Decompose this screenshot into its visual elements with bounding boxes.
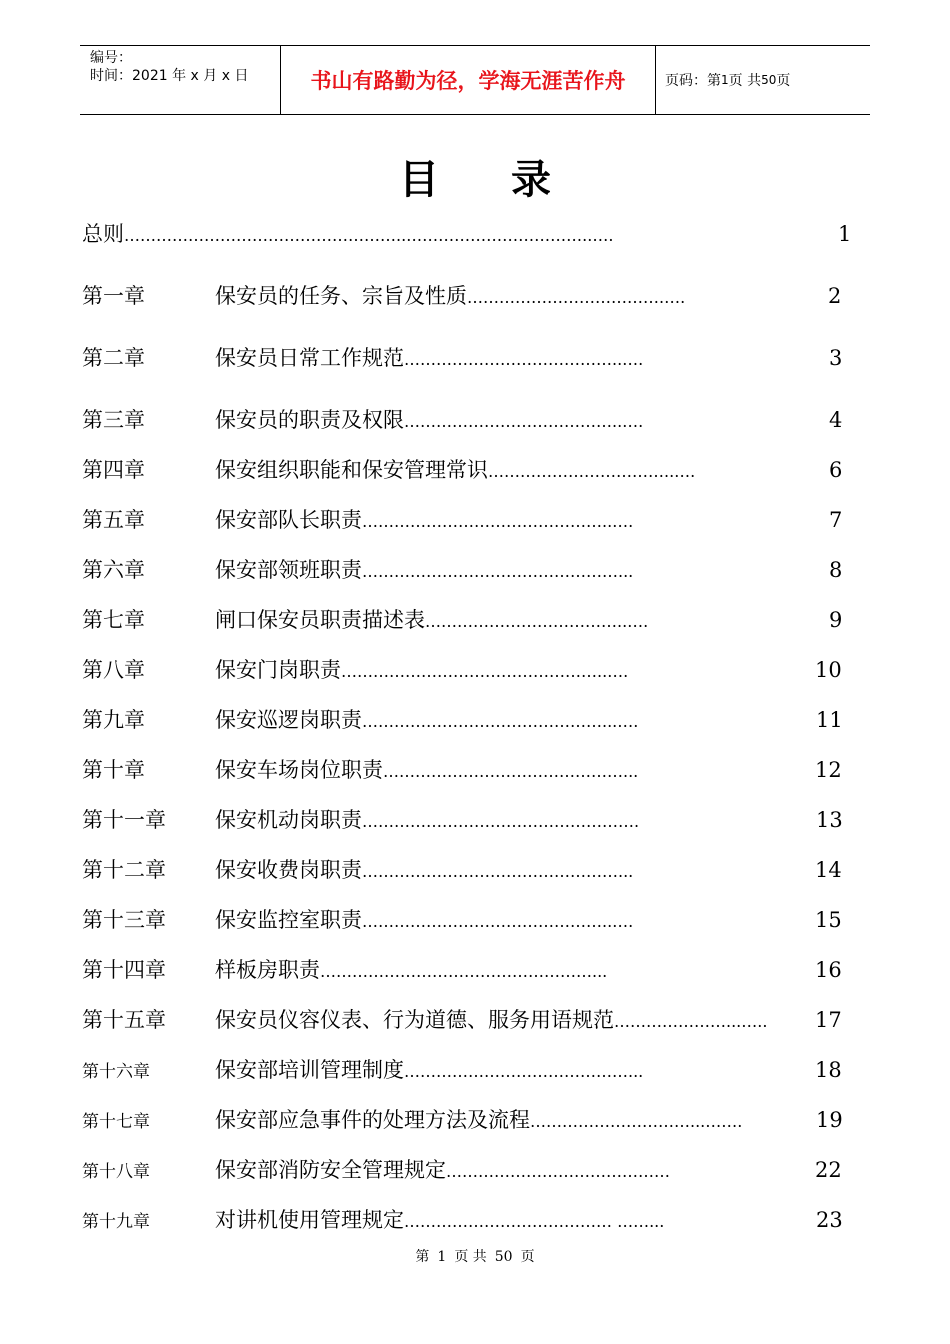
toc-entry [82, 404, 842, 434]
toc-page-number: 22 [815, 1158, 842, 1182]
toc-entry [82, 904, 842, 934]
toc-title: 保安员仪容仪表、行为道德、服务用语规范 [215, 1008, 614, 1032]
toc-leader-dots: ……………………………………………..……………………………..…. [124, 226, 614, 245]
toc-chapter: 总则 [82, 222, 124, 246]
toc-chapter: 第十二章 [82, 858, 166, 882]
toc-title: 保安部培训管理制度 [215, 1058, 404, 1082]
toc-page-number: 10 [815, 658, 842, 682]
toc-leader-dots: …………………...….. [614, 1012, 768, 1031]
toc-title: 保安监控室职责 [215, 908, 362, 932]
toc-entry [82, 504, 842, 534]
toc-page-number: 16 [815, 958, 842, 982]
toc-leader-dots: ……………………………….…. [467, 288, 686, 307]
title-char-right: 录 [511, 156, 551, 203]
toc-title: 保安员的任务、宗旨及性质 [215, 284, 467, 308]
toc-chapter: 第二章 [82, 346, 145, 370]
toc-title: 样板房职责 [215, 958, 320, 982]
toc-entry [82, 280, 841, 310]
toc-chapter: 第一章 [82, 284, 145, 308]
toc-title: 保安机动岗职责 [215, 808, 362, 832]
toc-chapter: 第十一章 [82, 808, 166, 832]
toc-page-number: 8 [829, 558, 843, 582]
toc-chapter: 第八章 [82, 658, 145, 682]
toc-chapter: 第十五章 [82, 1008, 166, 1032]
toc-page-number: 23 [816, 1208, 843, 1232]
toc-chapter: 第十六章 [82, 1062, 150, 1082]
toc-page-number: 3 [829, 346, 843, 370]
toc-entry [82, 754, 842, 784]
toc-entry [82, 1004, 842, 1034]
toc-chapter: 第十四章 [82, 958, 166, 982]
toc-entry [82, 654, 842, 684]
toc-title: 保安部领班职责 [215, 558, 362, 582]
footer-page: 1 [437, 1249, 447, 1265]
toc-chapter: 第十三章 [82, 908, 166, 932]
toc-page-number: 4 [829, 408, 843, 432]
toc-page-number: 17 [815, 1008, 842, 1032]
toc-leader-dots: ………………………………..…. [425, 612, 649, 631]
header-page-mid: 页 共 [728, 73, 762, 89]
toc-leader-dots: ……………………………………………. [362, 812, 640, 831]
toc-leader-dots: ………………………………………... [383, 762, 639, 781]
header-page-number: 1 [721, 73, 729, 87]
toc-chapter: 第九章 [82, 708, 145, 732]
toc-leader-dots: ……………………………..…. [488, 462, 696, 481]
page-title [0, 148, 950, 205]
page-footer [0, 1246, 950, 1266]
toc-page-number: 11 [816, 708, 843, 732]
toc-leader-dots: …………………………………… [446, 1162, 670, 1181]
toc-page-number: 13 [816, 808, 843, 832]
toc-leader-dots: ………………………………………..…. [362, 912, 634, 931]
toc-title: 对讲机使用管理规定 [215, 1208, 404, 1232]
toc-leader-dots: ………………………………… ……... [404, 1212, 665, 1231]
toc-page-number: 2 [828, 284, 842, 308]
toc-title: 保安部消防安全管理规定 [215, 1158, 446, 1182]
footer-mid: 页 共 [454, 1249, 487, 1265]
toc-chapter: 第十九章 [82, 1212, 150, 1232]
toc-leader-dots: …………………………………..…. [404, 412, 644, 431]
toc-title: 闸口保安员职责描述表 [215, 608, 425, 632]
header-motto: 书山有路勤为径，学海无涯苦作舟 [281, 46, 656, 114]
toc-chapter: 第十七章 [82, 1112, 150, 1132]
toc-title: 保安组织职能和保安管理常识 [215, 458, 488, 482]
toc-chapter: 第七章 [82, 608, 145, 632]
toc-leader-dots: ……………………………………... [404, 1062, 644, 1081]
toc-entry [82, 342, 842, 372]
toc-page-number: 14 [815, 858, 842, 882]
document-time-label: 时间：2021 年 x 月 x 日 [90, 68, 249, 84]
toc-leader-dots: ………………………………………...…. [362, 712, 639, 731]
toc-page-number: 19 [816, 1108, 843, 1132]
toc-title: 保安员的职责及权限 [215, 408, 404, 432]
toc-leader-dots: ……………………………………………... [320, 962, 608, 981]
toc-title: 保安部应急事件的处理方法及流程 [215, 1108, 530, 1132]
header-meta [80, 46, 281, 114]
header-page-info [656, 46, 870, 114]
toc-leader-dots: …………………………...……. [530, 1112, 743, 1131]
toc-page-number: 1 [838, 222, 852, 246]
toc-chapter: 第六章 [82, 558, 145, 582]
toc-page-number: 18 [815, 1058, 842, 1082]
footer-prefix: 第 [415, 1249, 430, 1265]
title-char-left: 目 [399, 156, 439, 203]
toc-title: 保安部队长职责 [215, 508, 362, 532]
toc-entry [82, 604, 842, 634]
header-page-prefix: 页码：第 [665, 73, 721, 89]
toc-chapter: 第十八章 [82, 1162, 150, 1182]
header-page-total: 50 [761, 73, 777, 87]
toc-leader-dots: …………………………………..…. [404, 350, 644, 369]
toc-leader-dots: ………………………………………..…. [362, 512, 634, 531]
toc-leader-dots: …………………………………………... [362, 562, 634, 581]
toc-entry [82, 218, 851, 248]
toc-entry [82, 854, 842, 884]
toc-entry [82, 1204, 843, 1234]
toc-entry [82, 704, 843, 734]
footer-suffix: 页 [520, 1249, 535, 1265]
header-page-suffix: 页 [776, 73, 791, 89]
toc-chapter: 第五章 [82, 508, 145, 532]
footer-total: 50 [494, 1249, 513, 1265]
toc-leader-dots: …………………………………………... [362, 862, 634, 881]
toc-entry [82, 1054, 842, 1084]
toc-chapter: 第四章 [82, 458, 145, 482]
toc-page-number: 7 [829, 508, 843, 532]
toc-entry [82, 804, 843, 834]
toc-chapter: 第三章 [82, 408, 145, 432]
toc-title: 保安员日常工作规范 [215, 346, 404, 370]
toc-entry [82, 1104, 843, 1134]
toc-page-number: 6 [829, 458, 843, 482]
toc-entry [82, 554, 842, 584]
toc-page-number: 12 [815, 758, 842, 782]
toc-entry [82, 954, 842, 984]
toc-page-number: 9 [829, 608, 843, 632]
toc-entry [82, 454, 842, 484]
toc-chapter: 第十章 [82, 758, 145, 782]
toc-entry [82, 1154, 842, 1184]
toc-page-number: 15 [815, 908, 842, 932]
page-header [80, 45, 870, 115]
toc-title: 保安车场岗位职责 [215, 758, 383, 782]
toc-title: 保安巡逻岗职责 [215, 708, 362, 732]
toc-leader-dots: …………………………………………..…. [341, 662, 629, 681]
toc-title: 保安收费岗职责 [215, 858, 362, 882]
document-number-label: 编号： [90, 50, 132, 66]
toc-title: 保安门岗职责 [215, 658, 341, 682]
